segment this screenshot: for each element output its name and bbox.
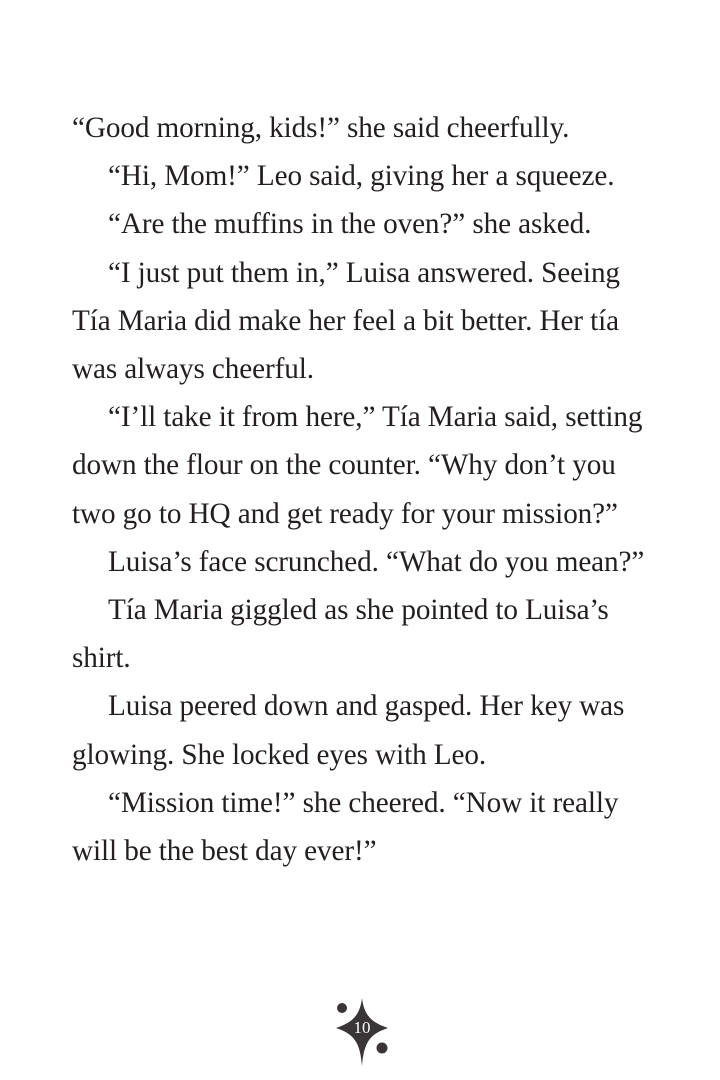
paragraph: “Are the muffins in the oven?” she asked. <box>108 208 592 241</box>
dot-decoration <box>377 1043 388 1054</box>
page-number: 10 <box>353 1018 371 1037</box>
paragraph: “Hi, Mom!” Leo said, giving her a squeeze. <box>108 160 615 193</box>
page-body <box>72 104 662 984</box>
paragraph: “Mission time!” she cheered. “Now it really will be the best day ever!” <box>72 786 619 868</box>
dot-decoration <box>337 1003 347 1013</box>
paragraph: “I’ll take it from here,” Tía Maria said, setting down the flour on the counter. “Why don’t you two go to HQ and get ready for your mission?” <box>72 401 643 530</box>
paragraph: “Good morning, kids!” she said cheerfully. <box>72 112 570 144</box>
paragraph: Tía Maria giggled as she pointed to Luisa’s shirt. <box>72 594 609 675</box>
page-number-ornament <box>330 996 394 1068</box>
paragraph: “I just put them in,” Luisa answered. Seeing Tía Maria did make her feel a bit better. Her tía was always cheerful. <box>72 256 620 386</box>
paragraph: Luisa’s face scrunched. “What do you mean?” <box>108 545 645 578</box>
paragraph: Luisa peered down and gasped. Her key was glowing. She locked eyes with Leo. <box>72 690 625 771</box>
